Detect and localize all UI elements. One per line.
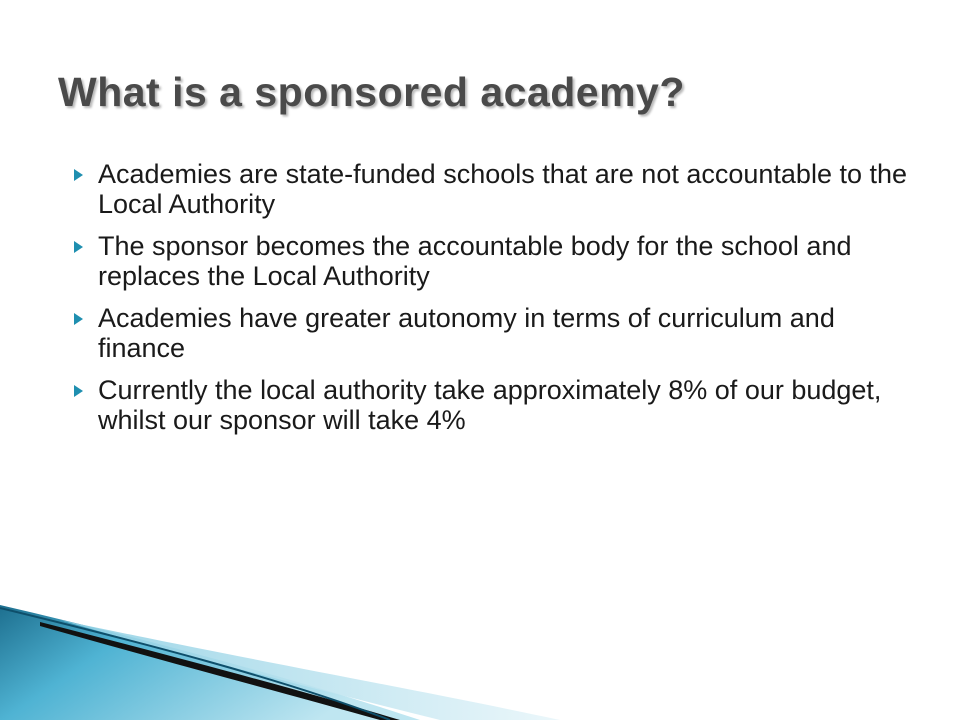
bullet-text: The sponsor becomes the accountable body for the school and replaces the Local Authority [98,231,852,291]
bullet-text: Academies have greater autonomy in terms of curriculum and finance [98,303,835,363]
decorative-swoosh [0,560,960,720]
bullet-list [68,159,908,447]
triangle-bullet-icon [74,169,83,181]
bullet-text: Academies are state-funded schools that are not accountable to the Local Authority [98,159,908,219]
bullet-item [68,375,908,435]
triangle-bullet-icon [74,385,83,397]
bullet-text: Currently the local authority take approximately 8% of our budget, whilst our sponsor will take 4% [98,375,882,435]
triangle-bullet-icon [74,313,83,325]
slide-title: What is a sponsored academy? [58,69,685,115]
triangle-bullet-icon [74,241,83,253]
bullet-item [68,231,908,291]
bullet-item [68,303,908,363]
bullet-item [68,159,908,219]
